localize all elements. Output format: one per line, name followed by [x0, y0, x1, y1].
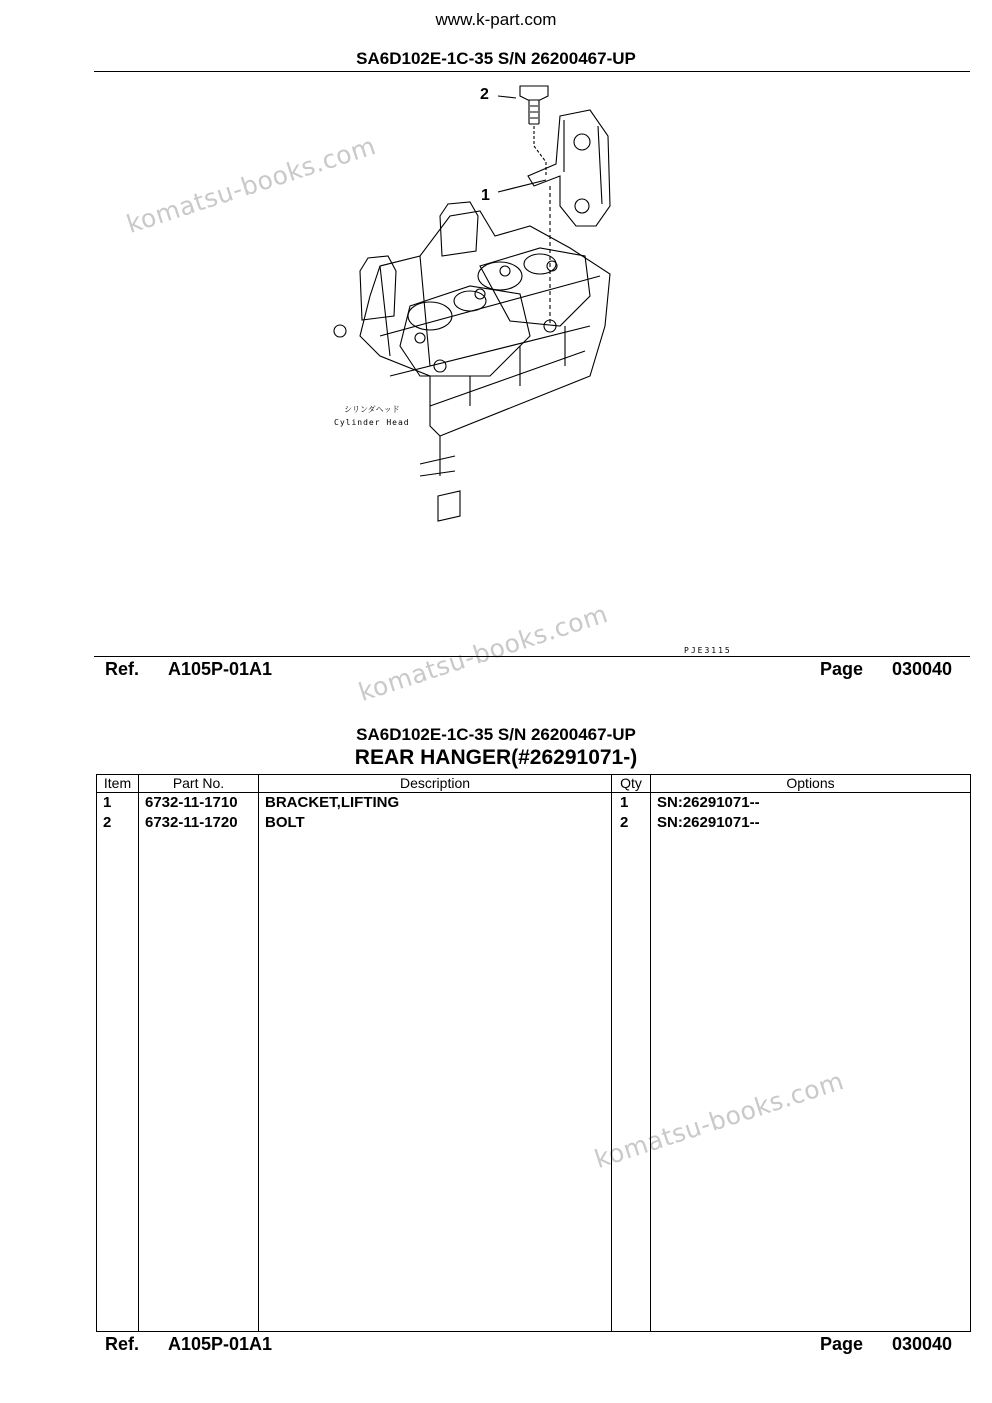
table-row — [97, 813, 971, 833]
part-options: SN:26291071-- — [651, 813, 971, 833]
column-header-options: Options — [651, 775, 971, 793]
parts-list-title: REAR HANGER(#26291071-) — [354, 746, 638, 769]
page-label: Page — [820, 659, 864, 679]
item-number: 1 — [97, 793, 139, 814]
ref-label: Ref. — [105, 659, 140, 679]
exploded-view-illustration — [320, 76, 760, 526]
drawing-code: PJE3115 — [684, 646, 732, 655]
column-header-item: Item — [97, 775, 139, 793]
callout-1: 1 — [481, 187, 490, 204]
part-number: 6732-11-1710 — [139, 793, 259, 814]
site-url: www.k-part.com — [435, 10, 557, 29]
ref-value: A105P-01A1 — [168, 659, 273, 679]
callout-2: 2 — [480, 86, 489, 103]
page-number: 030040 — [892, 659, 953, 679]
table-empty-space — [97, 833, 971, 1332]
watermark: komatsu-books.com — [591, 1066, 848, 1174]
column-header-part-no: Part No. — [139, 775, 259, 793]
watermark: komatsu-books.com — [355, 599, 612, 707]
column-header-description: Description — [259, 775, 612, 793]
header-rule — [94, 71, 970, 72]
part-quantity: 1 — [612, 793, 651, 814]
part-options: SN:26291071-- — [651, 793, 971, 814]
cylinder-head-label-jp: シリンダヘッド — [344, 405, 400, 414]
parts-model-heading: SA6D102E-1C-35 S/N 26200467-UP — [356, 725, 636, 744]
ref-label: Ref. — [105, 1334, 140, 1354]
item-number: 2 — [97, 813, 139, 833]
cylinder-head-label-en: Cylinder Head — [334, 418, 410, 427]
ref-value: A105P-01A1 — [168, 1334, 273, 1354]
table-header-row — [97, 775, 971, 793]
cylinder-head-drawing — [320, 76, 760, 526]
part-description: BOLT — [259, 813, 612, 833]
parts-table — [96, 774, 971, 1332]
column-header-qty: Qty — [612, 775, 651, 793]
model-serial-heading: SA6D102E-1C-35 S/N 26200467-UP — [356, 49, 636, 68]
page-number: 030040 — [892, 1334, 953, 1354]
page-label: Page — [820, 1334, 864, 1354]
part-number: 6732-11-1720 — [139, 813, 259, 833]
table-row — [97, 793, 971, 814]
watermark: komatsu-books.com — [123, 131, 380, 239]
part-description: BRACKET,LIFTING — [259, 793, 612, 814]
footer-rule — [94, 656, 970, 657]
part-quantity: 2 — [612, 813, 651, 833]
